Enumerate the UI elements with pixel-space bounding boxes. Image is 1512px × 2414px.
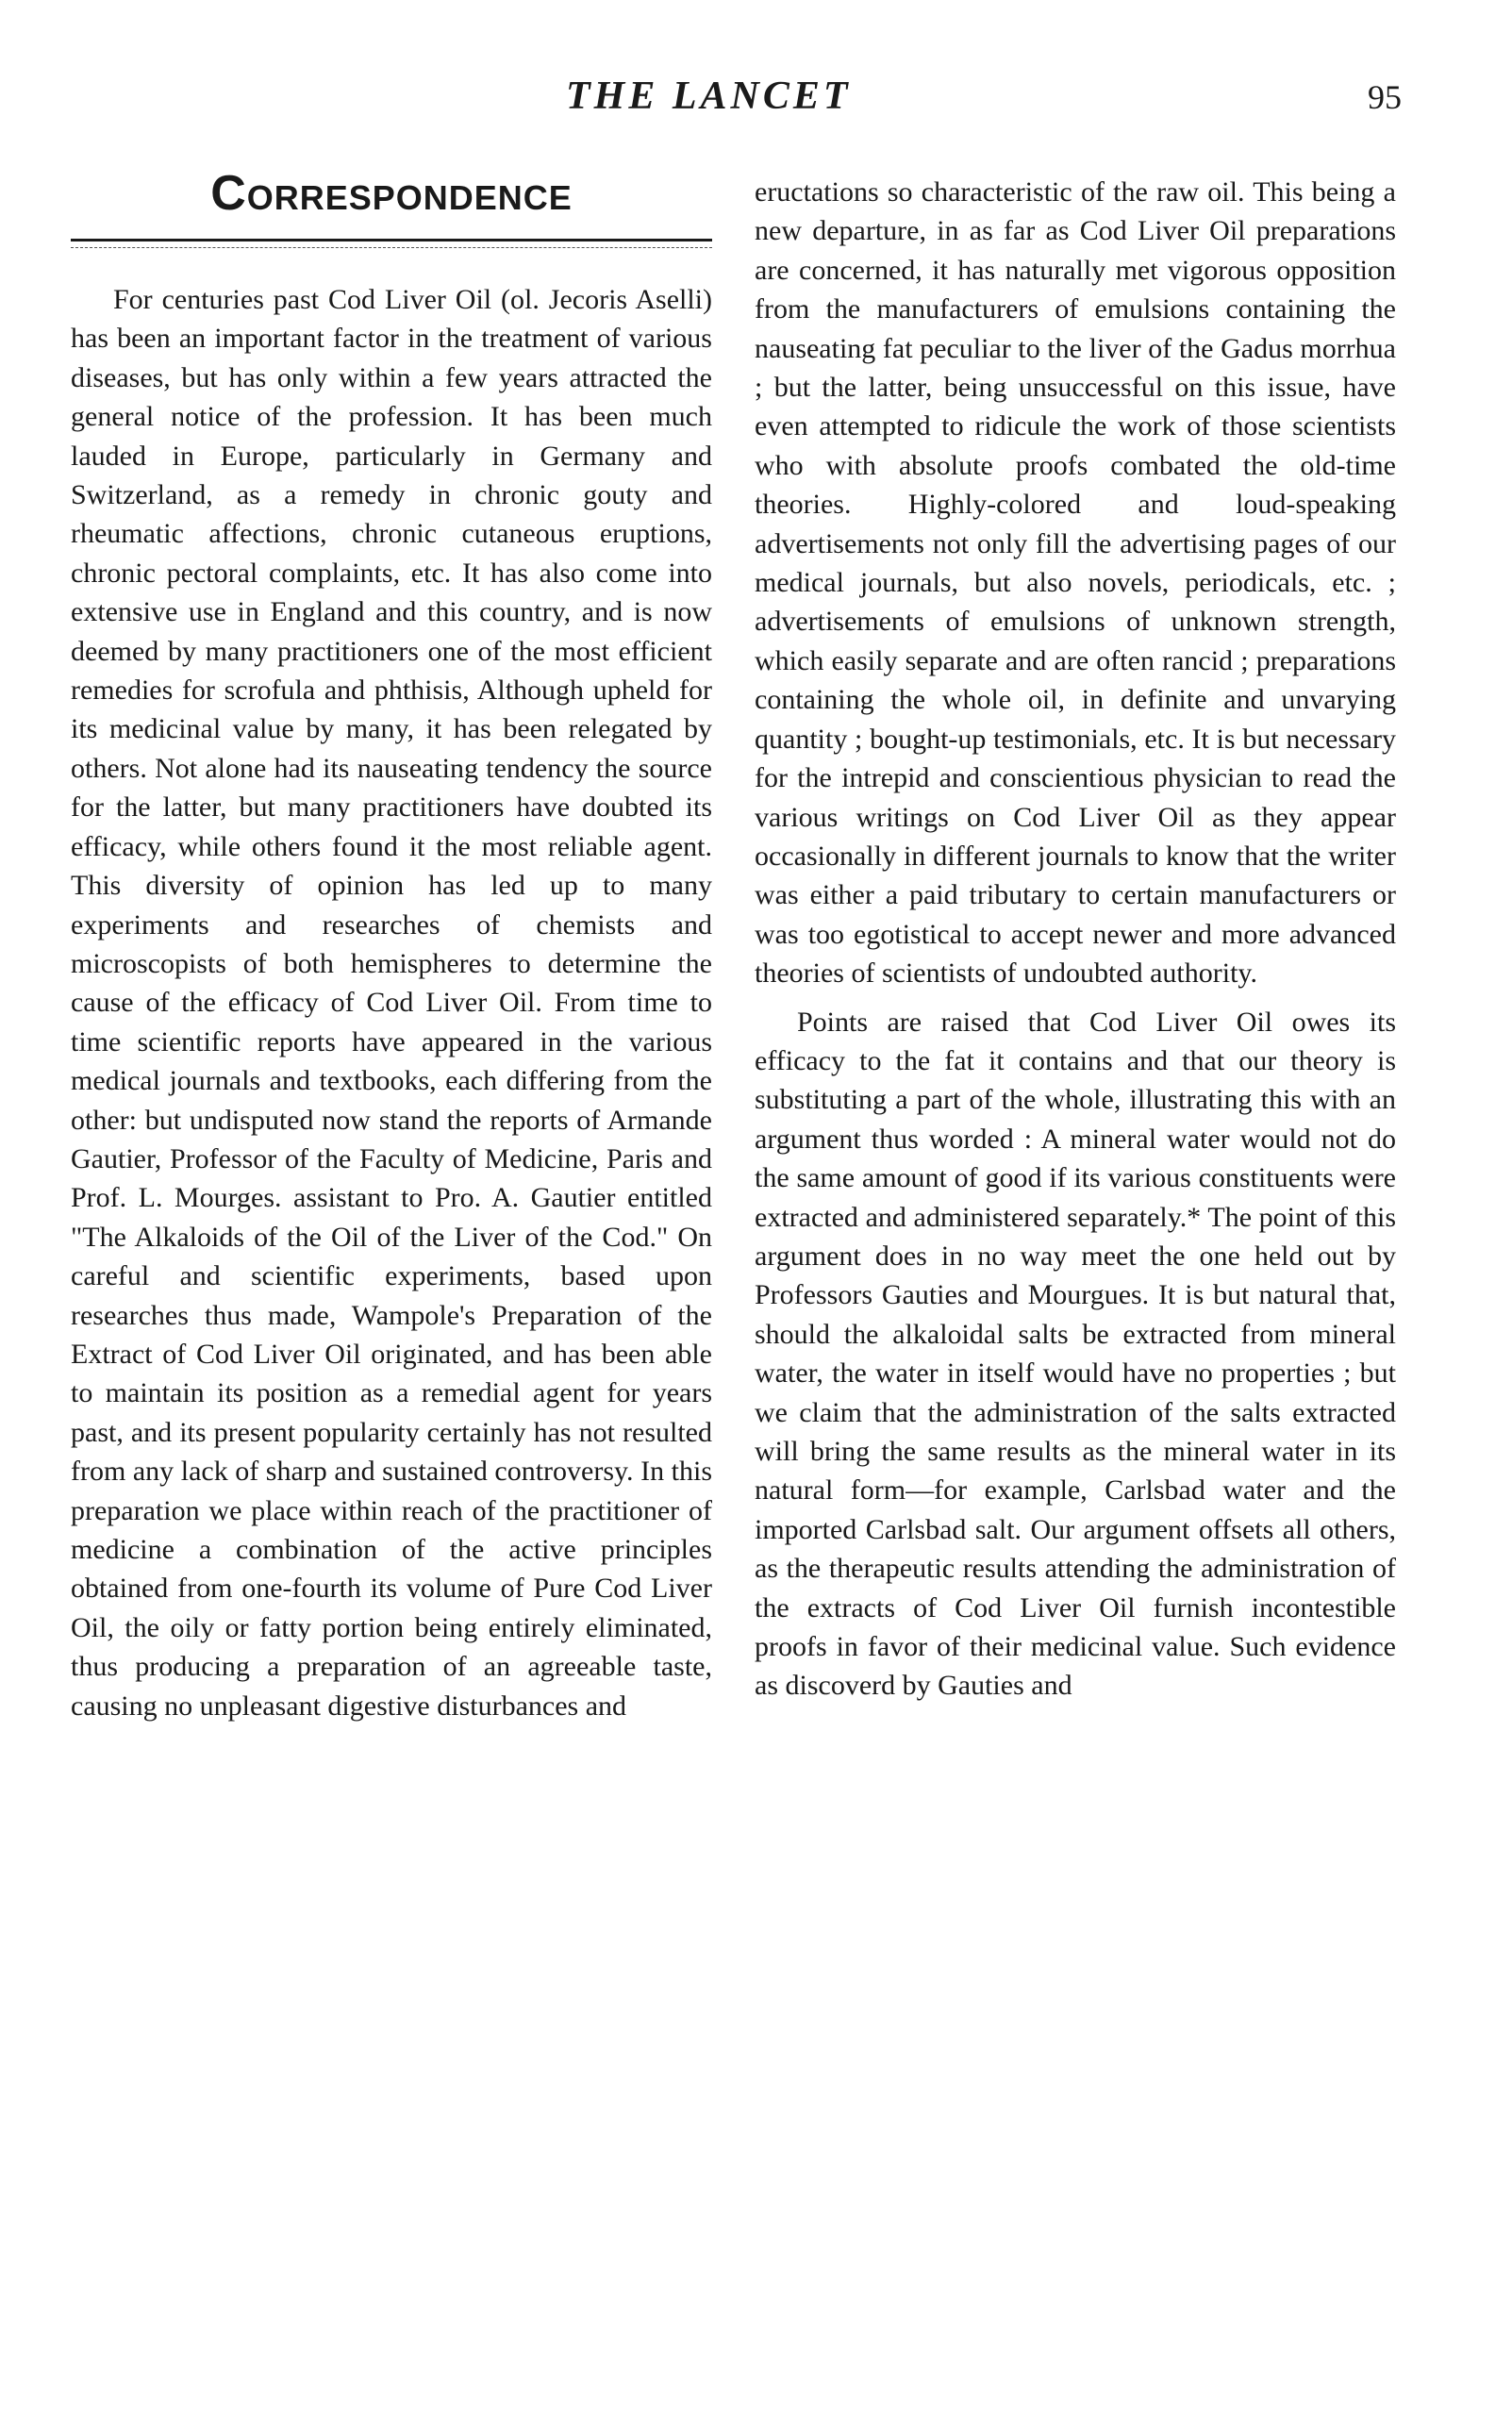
right-column bbox=[755, 173, 1396, 1706]
body-paragraph: For centuries past Cod Liver Oil (ol. Jecoris Aselli) has been an important factor in the treatment of various diseases, but has only within a few years attracted the general notice of the profession. It has been much lauded in Europe, particularly in Germany and Switzerland, as a remedy in chronic gouty and rheumatic affections, chronic cutaneous eruptions, chronic pectoral complaints, etc. It has also come into extensive use in England and this country, and is now deemed by many practitioners one of the most efficient remedies for scrofula and phthisis, Although upheld for its medicinal value by many, it has been relegated by others. Not alone had its nauseating tendency the source for the latter, but many practitioners have doubted its efficacy, while others found it the most reliable agent. This diversity of opinion has led up to many experiments and researches of chemists and microscopists of both hemispheres to determine the cause of the efficacy of Cod Liver Oil. From time to time scientific reports have appeared in the various medical journals and textbooks, each differing from the other: but undisputed now stand the reports of Armande Gautier, Professor of the Faculty of Medicine, Paris and Prof. L. Mourges. assistant to Pro. A. Gautier entitled "The Alkaloids of the Oil of the Liver of the Cod." On careful and scientific experiments, based upon researches thus made, Wampole's Preparation of the Extract of Cod Liver Oil originated, and has been able to maintain its position as a remedial agent for years past, and its present popularity certainly has not resulted from any lack of sharp and sustained controversy. In this preparation we place within reach of the practitioner of medicine a combination of the active principles obtained from one-fourth its volume of Pure Cod Liver Oil, the oily or fatty portion being entirely eliminated, thus producing a preparation of an agreeable taste, causing no unpleasant digestive disturbances and bbox=[71, 284, 712, 1722]
running-header bbox=[0, 74, 1512, 130]
title-rule bbox=[71, 239, 712, 248]
journal-name: THE LANCET bbox=[566, 75, 852, 118]
page-number: 95 bbox=[1368, 78, 1402, 116]
section-title: Correspondence bbox=[210, 166, 573, 221]
body-paragraph: Points are raised that Cod Liver Oil owes its efficacy to the fat it contains and that our theory is substituting a part of the whole, illustrating this with an argument thus worded : A mineral water would not do the same amount of good if its various constituents were extracted and administered separately.* The point of this argument does in no way meet the one held out by Professors Gauties and Mourgues. It is but natural that, should the alkaloidal salts be extracted from mineral water, the water in itself would have no properties ; but we claim that the administration of the salts extracted will bring the same results as the mineral water in its natural form—for example, Carlsbad water and the imported Carlsbad salt. Our argument offsets all others, as the therapeutic results attending the administration of the extracts of Cod Liver Oil furnish incontestible proofs in favor of their medicinal value. Such evidence as discoverd by Gauties and bbox=[755, 1006, 1396, 1702]
left-column bbox=[71, 165, 712, 1725]
body-paragraph-continued: eructations so characteristic of the raw oil. This being a new departure, in as far as Cod Liver Oil preparations are concerned, it has naturally met vigorous opposition from the manufacturers of emulsions containing the nauseating fat peculiar to the liver of the Gadus morrhua ; but the latter, being unsuccessful on this issue, have even attempted to ridicule the work of those scientists who with absolute proofs combated the old-time theories. Highly-colored and loud-speaking advertisements not only fill the advertising pages of our medical journals, but also novels, periodicals, etc. ; advertisements of emulsions of unknown strength, which easily separate and are often rancid ; preparations containing the whole oil, in definite and unvarying quantity ; bought-up testimonials, etc. It is but necessary for the intrepid and conscientious physician to read the various writings on Cod Liver Oil as they appear occasionally in different journals to know that the writer was either a paid tributary to certain manufacturers or was too egotistical to accept newer and more advanced theories of scientists of undoubted authority. bbox=[755, 176, 1396, 990]
